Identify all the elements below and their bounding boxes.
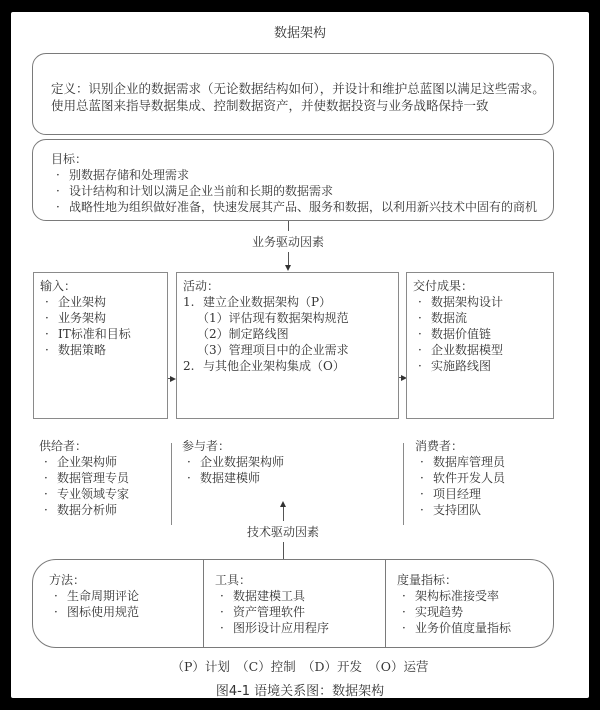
bullet-icon: · — [418, 327, 422, 341]
bullet-icon: · — [420, 503, 424, 517]
inputs-heading: 输入： — [40, 279, 77, 293]
input-item: · IT标准和目标 — [45, 327, 131, 341]
consumer-item: · 支持团队 — [420, 503, 482, 517]
method-item: · 图标使用规范 — [54, 605, 140, 619]
deliverables-box — [406, 272, 554, 419]
business-drivers-label: 业务驱动因素 — [252, 231, 324, 252]
bullet-icon: · — [56, 184, 60, 198]
tool-item: · 数据建模工具 — [220, 589, 306, 603]
bullet-icon: · — [54, 605, 58, 619]
activity-subitem: （3）管理项目中的企业需求 — [197, 343, 349, 357]
definition-box — [32, 53, 554, 135]
technical-drivers-label: 技术驱动因素 — [247, 521, 319, 542]
bullet-icon: · — [44, 455, 48, 469]
section-divider — [171, 443, 172, 525]
goal-item: · 设计结构和计划以满足企业当前和长期的数据需求 — [56, 184, 334, 198]
participants-heading: 参与者： — [182, 439, 231, 453]
goals-box — [32, 139, 554, 221]
deliverables-heading: 交付成果： — [413, 279, 474, 293]
bullet-icon: · — [418, 295, 422, 309]
consumer-item: · 软件开发人员 — [420, 471, 506, 485]
deliverable-item: · 数据流 — [418, 311, 468, 325]
activities-heading: 活动： — [183, 279, 220, 293]
bullet-icon: · — [45, 295, 49, 309]
bullet-icon: · — [220, 589, 224, 603]
figure-caption: 图4-1 语境关系图：数据架构 — [215, 684, 385, 699]
methods-section — [49, 572, 139, 620]
section-divider — [203, 560, 204, 647]
bullet-icon: · — [418, 343, 422, 357]
bullet-icon: · — [420, 487, 424, 501]
consumer-item: · 数据库管理员 — [420, 455, 506, 469]
suppliers-section — [39, 438, 129, 518]
inputs-box — [33, 272, 168, 419]
tool-item: · 图形设计应用程序 — [220, 621, 330, 635]
techniques-box — [32, 559, 554, 648]
metrics-section — [397, 572, 511, 636]
bullet-icon: · — [44, 503, 48, 517]
bullet-icon: · — [54, 589, 58, 603]
definition-line-2: 使用总蓝图来指导数据集成、控制数据资产，并使数据投资与业务战略保持一致 — [51, 98, 489, 113]
deliverable-item: · 企业数据模型 — [418, 343, 504, 357]
participants-section — [182, 438, 284, 486]
supplier-item: · 数据分析师 — [44, 503, 118, 517]
deliverable-item: · 数据架构设计 — [418, 295, 504, 309]
activity-subitem: （1）评估现有数据架构规范 — [197, 311, 349, 325]
supplier-item: · 数据管理专员 — [44, 471, 130, 485]
tool-item: · 资产管理软件 — [220, 605, 306, 619]
bullet-icon: · — [56, 200, 60, 214]
suppliers-heading: 供给者： — [39, 439, 88, 453]
deliverable-item: · 数据价值链 — [418, 327, 492, 341]
tools-section — [215, 572, 329, 636]
input-item: · 业务架构 — [45, 311, 107, 325]
bullet-icon: · — [45, 311, 49, 325]
participant-item: · 企业数据架构师 — [187, 455, 285, 469]
bullet-icon: · — [45, 327, 49, 341]
bullet-icon: · — [56, 168, 60, 182]
bullet-icon: · — [420, 471, 424, 485]
bullet-icon: · — [187, 471, 191, 485]
arrow-down-icon — [285, 265, 291, 271]
participant-item: · 数据建模师 — [187, 471, 261, 485]
section-divider — [403, 443, 404, 525]
goal-item: · 战略性地为组织做好准备，快速发展其产品、服务和数据，以利用新兴技术中固有的商机 — [56, 200, 538, 214]
diagram-title: 数据架构 — [273, 26, 326, 41]
activity-subitem: （2）制定路线图 — [197, 327, 289, 341]
activity-item: 1. 建立企业数据架构（P） — [183, 295, 332, 309]
bullet-icon: · — [402, 589, 406, 603]
deliverable-item: · 实施路线图 — [418, 359, 492, 373]
metric-item: · 架构标准接受率 — [402, 589, 500, 603]
supplier-item: · 企业架构师 — [44, 455, 118, 469]
activities-box — [176, 272, 399, 419]
bullet-icon: · — [420, 455, 424, 469]
metric-item: · 业务价值度量指标 — [402, 621, 512, 635]
bullet-icon: · — [45, 343, 49, 357]
consumer-item: · 项目经理 — [420, 487, 482, 501]
input-item: · 数据策略 — [45, 343, 107, 357]
bullet-icon: · — [402, 605, 406, 619]
bullet-icon: · — [418, 359, 422, 373]
method-item: · 生命周期评论 — [54, 589, 140, 603]
input-item: · 企业架构 — [45, 295, 107, 309]
goals-heading: 目标： — [51, 152, 88, 166]
bullet-icon: · — [418, 311, 422, 325]
supplier-item: · 专业领域专家 — [44, 487, 130, 501]
tools-heading: 工具： — [215, 573, 252, 587]
definition-line-1: 定义：识别企业的数据需求（无论数据结构如何），并设计和维护总蓝图以满足这些需求。 — [51, 81, 545, 96]
activity-item: 2. 与其他企业架构集成（O） — [183, 359, 345, 373]
arrow-up-icon — [280, 501, 286, 507]
consumers-heading: 消费者： — [415, 439, 464, 453]
bullet-icon: · — [187, 455, 191, 469]
bullet-icon: · — [402, 621, 406, 635]
section-divider — [385, 560, 386, 647]
bullet-icon: · — [220, 621, 224, 635]
bullet-icon: · — [220, 605, 224, 619]
goal-item: · 别数据存储和处理需求 — [56, 168, 190, 182]
bullet-icon: · — [44, 471, 48, 485]
activity-legend: （P）计划 （C）控制 （D）开发 （O）运营 — [171, 659, 429, 674]
bullet-icon: · — [44, 487, 48, 501]
metrics-heading: 度量指标： — [397, 573, 458, 587]
consumers-section — [415, 438, 505, 518]
metric-item: · 实现趋势 — [402, 605, 464, 619]
methods-heading: 方法： — [49, 573, 86, 587]
